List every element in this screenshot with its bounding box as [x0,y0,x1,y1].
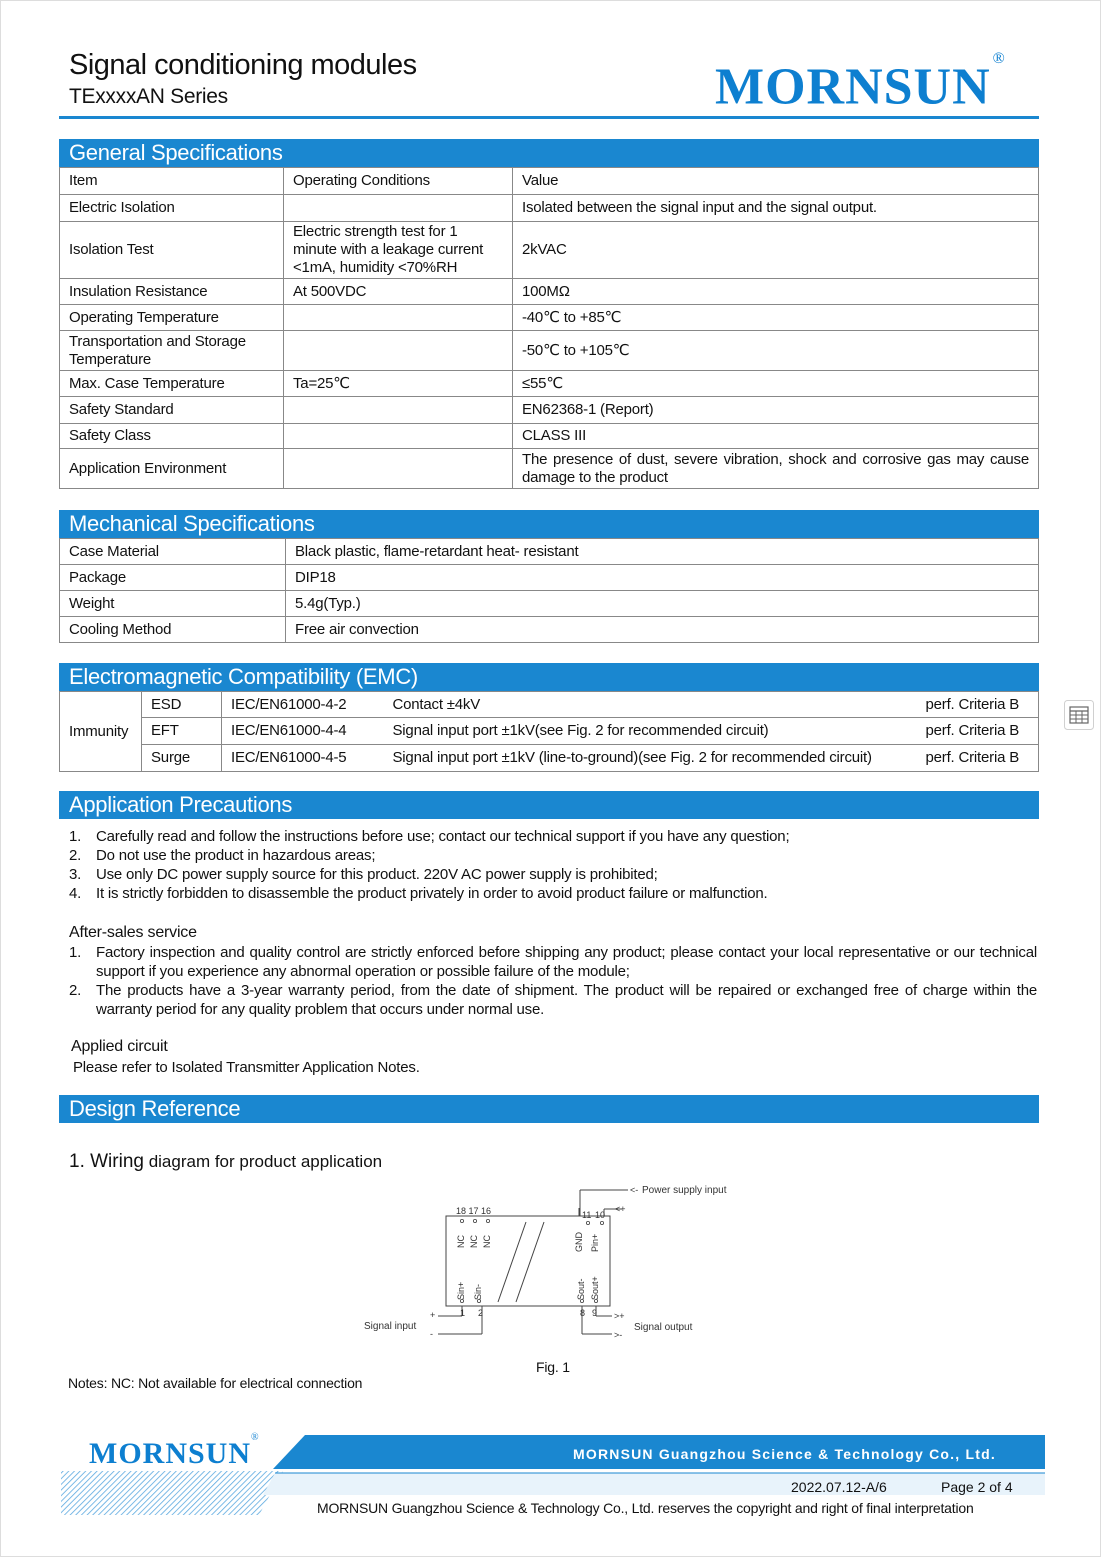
footer-company: MORNSUN Guangzhou Science & Technology Co., Ltd. [573,1446,996,1462]
footer-page-number: Page 2 of 4 [941,1479,1013,1495]
signal-input-label: Signal input [364,1321,417,1332]
mornsun-logo: MORNSUN ® [715,50,1006,116]
pin-2: 2 [478,1308,484,1318]
arrow-signal-in-plus: + [430,1310,436,1320]
pin-label-nc: NC [482,1235,492,1248]
cell-value: -50℃ to +105℃ [513,331,1039,371]
column-header: Operating Conditions [284,168,513,195]
cell-item: Safety Standard [60,397,284,424]
column-header: Value [513,168,1039,195]
footer-light-band [263,1473,1045,1495]
cell-condition: Ta=25℃ [284,371,513,397]
cell-item: Safety Class [60,424,284,449]
cell-value: EN62368-1 (Report) [513,397,1039,424]
cell-condition: Signal input port ±1kV(see Fig. 2 for recommended circuit) [384,718,917,745]
pin-label-nc: NC [469,1235,479,1248]
table-row [60,222,1039,279]
pin-label-sout-plus: Sout+ [590,1276,600,1300]
cell-condition [284,449,513,489]
figure-caption: Fig. 1 [536,1359,570,1375]
cell-criteria: perf. Criteria B [917,692,1039,718]
cell-test: Surge [142,745,222,772]
cell-item: Weight [60,591,286,617]
pin-label-pin-plus: Pin+ [590,1233,600,1252]
pin-label-nc: NC [456,1235,466,1248]
cell-item: Case Material [60,539,286,565]
cell-standard: IEC/EN61000-4-2 [222,692,384,718]
pin-10: 10 [595,1210,606,1220]
section-title-mechanical: Mechanical Specifications [59,510,1039,538]
header-divider [59,116,1039,119]
cell-condition [284,305,513,331]
applied-circuit-heading: Applied circuit [71,1038,168,1055]
cell-value: The presence of dust, severe vibration, shock and corrosive gas may cause damage to the product [513,449,1039,489]
cell-condition [284,195,513,222]
cell-test: ESD [142,692,222,718]
table-row [60,424,1039,449]
pin-9: 9 [592,1308,598,1318]
section-title-design: Design Reference [59,1095,1039,1123]
table-header-row [60,168,1039,195]
cell-item: Electric Isolation [60,195,284,222]
list-item: 4. It is strictly forbidden to disassemble the product privately in order to avoid product failure or malfunction. [69,885,768,902]
table-row [60,745,1039,772]
after-sales-list [69,943,1037,1019]
isolation-line [516,1222,544,1302]
section-title-general: General Specifications [59,139,1039,167]
pin-label-gnd: GND [574,1232,584,1252]
table-row [60,279,1039,305]
section-title-precautions: Application Precautions [59,791,1039,819]
page-title: Signal conditioning modules [69,49,417,81]
emc-table [59,691,1039,772]
after-sales-heading: After-sales service [69,924,197,941]
series-name: TExxxxAN Series [69,85,228,108]
list-item: 1. Factory inspection and quality control are strictly enforced before shipping any product; please contact your local representative or our technical support if you experience any abnormal operation or possible failure of the module; [69,944,1037,980]
cell-test: EFT [142,718,222,745]
general-spec-table [59,167,1039,489]
cell-group: Immunity [60,692,142,772]
wiring-diagram [356,1176,736,1346]
cell-condition: Signal input port ±1kV (line-to-ground)(see Fig. 2 for recommended circuit) [384,745,917,772]
table-row [60,371,1039,397]
footer-logo: MORNSUN® [89,1432,260,1470]
cell-value: CLASS III [513,424,1039,449]
list-item: 1. Carefully read and follow the instructions before use; contact our technical support if you have any question; [69,828,790,845]
arrow-signal-out-minus: >- [614,1330,623,1340]
power-supply-label: Power supply input [642,1185,727,1196]
cell-item: Package [60,565,286,591]
cell-value: Free air convection [286,617,1039,643]
cell-value: Isolated between the signal input and the signal output. [513,195,1039,222]
pin-label-sin-plus: Sin+ [456,1281,466,1300]
cell-value: 2kVAC [513,222,1039,279]
table-row [60,331,1039,371]
column-header: Item [60,168,284,195]
cell-criteria: perf. Criteria B [917,745,1039,772]
table-row [60,565,1039,591]
list-item: 3. Use only DC power supply source for this product. 220V AC power supply is prohibited; [69,866,658,883]
table-tool-icon[interactable] [1064,700,1094,730]
isolation-line [498,1222,526,1302]
cell-item: Insulation Resistance [60,279,284,305]
cell-standard: IEC/EN61000-4-5 [222,745,384,772]
table-row [60,718,1039,745]
table-row [60,591,1039,617]
cell-value: 5.4g(Typ.) [286,591,1039,617]
list-item: 2. Do not use the product in hazardous areas; [69,847,376,864]
footer-date: 2022.07.12-A/6 [791,1479,887,1495]
footer-copyright: MORNSUN Guangzhou Science & Technology Co., Ltd. reserves the copyright and right of final interpretation [317,1500,974,1516]
table-row [60,692,1039,718]
table-row [60,449,1039,489]
cell-value: ≤55℃ [513,371,1039,397]
mechanical-spec-table [59,538,1039,643]
cell-condition [284,331,513,371]
footer-hatch-band [61,1471,283,1515]
cell-value: 100MΩ [513,279,1039,305]
cell-condition: Contact ±4kV [384,692,917,718]
cell-condition: At 500VDC [284,279,513,305]
cell-condition [284,424,513,449]
cell-item: Cooling Method [60,617,286,643]
table-row [60,539,1039,565]
cell-condition: Electric strength test for 1 minute with a leakage current <1mA, humidity <70%RH [284,222,513,279]
section-title-emc: Electromagnetic Compatibility (EMC) [59,663,1039,691]
table-row [60,195,1039,222]
pin-11: 11 [582,1210,592,1220]
cell-item: Application Environment [60,449,284,489]
notes: Notes: NC: Not available for electrical connection [68,1375,363,1391]
pin-numbers-top-left: 18 17 16 [456,1206,492,1216]
list-item: 2. The products have a 3-year warranty period, from the date of shipment. The product will be repaired or exchanged free of charge within the warranty period for any quality problem that occurs under normal use. [69,982,1037,1018]
arrow-signal-in-minus: - [430,1329,433,1339]
table-row [60,397,1039,424]
cell-value: DIP18 [286,565,1039,591]
arrow-power-in: <- [630,1185,639,1195]
arrow-power-in-2: <+ [615,1204,626,1214]
cell-condition [284,397,513,424]
pin-label-sout-minus: Sout- [576,1278,586,1300]
cell-item: Isolation Test [60,222,284,279]
table-row [60,305,1039,331]
cell-item: Max. Case Temperature [60,371,284,397]
arrow-signal-out-plus: >+ [614,1311,625,1321]
precautions-list [69,827,1037,903]
signal-output-label: Signal output [634,1322,693,1333]
cell-item: Transportation and Storage Temperature [60,331,284,371]
applied-circuit-text: Please refer to Isolated Transmitter Application Notes. [73,1059,420,1076]
cell-value: Black plastic, flame-retardant heat- resistant [286,539,1039,565]
table-row [60,617,1039,643]
cell-value: -40℃ to +85℃ [513,305,1039,331]
pin-1: 1 [460,1308,466,1318]
cell-item: Operating Temperature [60,305,284,331]
pin-label-sin-minus: Sin- [473,1283,483,1300]
pin-8: 8 [580,1308,586,1318]
cell-standard: IEC/EN61000-4-4 [222,718,384,745]
wiring-diagram-title: 1. Wiring diagram for product application [69,1151,383,1172]
cell-criteria: perf. Criteria B [917,718,1039,745]
